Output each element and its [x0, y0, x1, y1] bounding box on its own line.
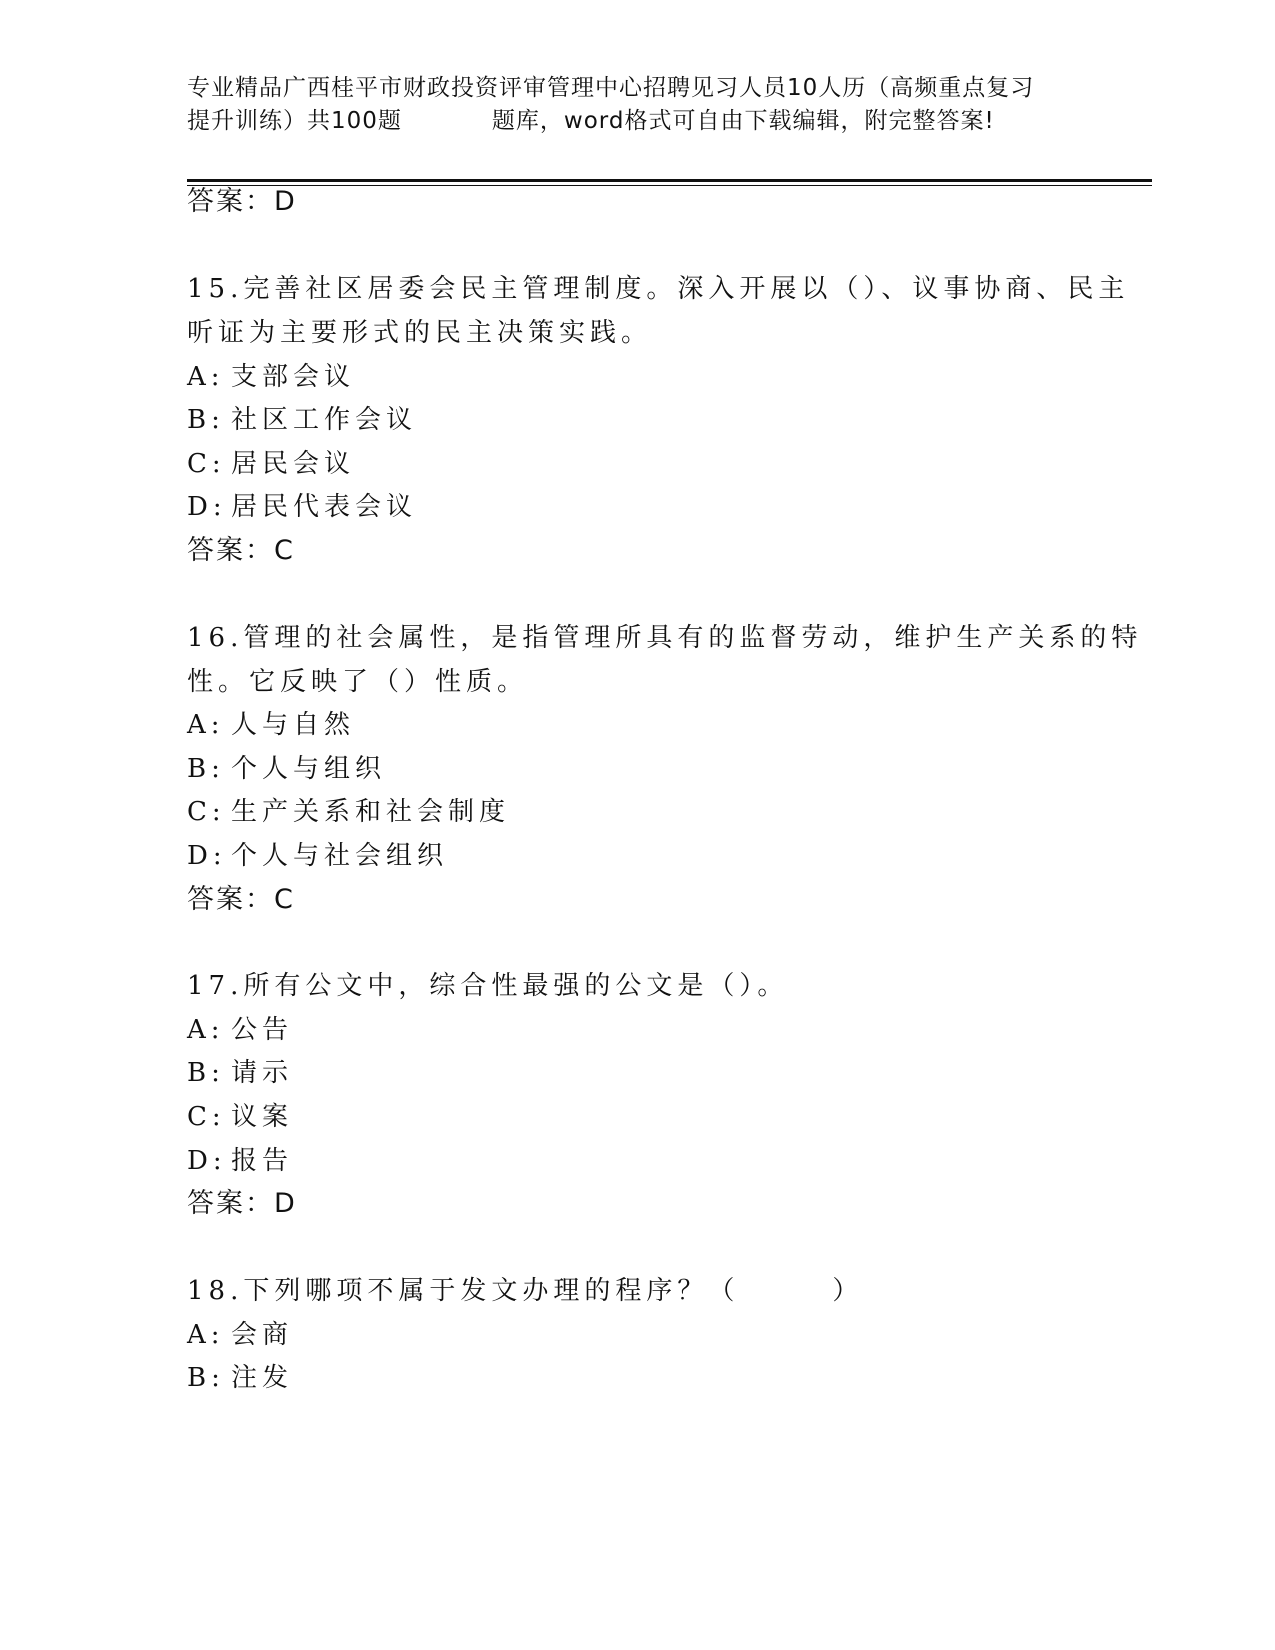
option-letter: D:	[187, 841, 227, 871]
question-15-stem-line-1: 15.完善社区居委会民主管理制度。深入开展以（）、议事协商、民主	[187, 274, 1130, 304]
header-title-line-2	[187, 105, 1087, 138]
question-16-answer	[187, 882, 295, 918]
question-18-option-a	[187, 1317, 293, 1353]
option-letter: B:	[187, 1058, 225, 1088]
option-letter: C:	[187, 797, 226, 827]
option-text: 注发	[231, 1363, 294, 1393]
answer-line	[187, 184, 297, 220]
answer-value: D	[274, 186, 297, 217]
header-title-line-1: 专业精品广西桂平市财政投资评审管理中心招聘见习人员10人历（高频重点复习	[187, 75, 1035, 101]
answer-label: 答案：	[187, 1188, 274, 1219]
question-15-stem-line-2: 听证为主要形式的民主决策实践。	[187, 318, 653, 348]
option-text: 居民代表会议	[231, 492, 418, 522]
option-text: 人与自然	[231, 710, 356, 740]
document-header	[187, 72, 1087, 138]
answer-value: C	[274, 535, 295, 566]
answer-value: D	[274, 1188, 297, 1219]
answer-label: 答案：	[187, 884, 274, 915]
answer-label: 答案：	[187, 535, 274, 566]
option-text: 报告	[231, 1146, 294, 1176]
option-letter: A:	[187, 362, 225, 392]
question-15-option-c	[187, 446, 355, 482]
option-letter: D:	[187, 492, 227, 522]
question-18-option-b	[187, 1360, 293, 1396]
question-16-stem-line-1: 16.管理的社会属性，是指管理所具有的监督劳动，维护生产关系的特	[187, 623, 1143, 653]
option-text: 会商	[231, 1320, 294, 1350]
answer-value: C	[274, 884, 295, 915]
question-17-stem-line-1: 17.所有公文中，综合性最强的公文是（）。	[187, 971, 789, 1001]
option-letter: B:	[187, 1363, 225, 1393]
question-15-option-a	[187, 359, 355, 395]
question-15-answer	[187, 533, 295, 569]
header-divider-thin	[187, 185, 1152, 186]
option-letter: C:	[187, 449, 226, 479]
option-text: 社区工作会议	[231, 405, 418, 435]
question-15-option-d	[187, 489, 417, 525]
question-16-option-a	[187, 707, 355, 743]
option-text: 生产关系和社会制度	[231, 797, 511, 827]
option-letter: D:	[187, 1146, 227, 1176]
question-16-stem-line-2: 性。它反映了（）性质。	[187, 667, 529, 697]
option-letter: A:	[187, 1320, 225, 1350]
option-letter: B:	[187, 405, 225, 435]
question-17-option-a	[187, 1012, 293, 1048]
header-divider-thick	[187, 179, 1152, 182]
question-17-option-c	[187, 1099, 293, 1135]
option-text: 个人与社会组织	[231, 841, 449, 871]
option-letter: B:	[187, 754, 225, 784]
question-17-option-b	[187, 1055, 293, 1091]
answer-label: 答案：	[187, 186, 274, 217]
option-letter: A:	[187, 1015, 225, 1045]
question-16-option-b	[187, 751, 386, 787]
question-17-answer	[187, 1186, 297, 1222]
option-text: 公告	[231, 1015, 294, 1045]
question-16-option-d	[187, 838, 448, 874]
option-text: 居民会议	[231, 449, 356, 479]
header-title-part-left: 提升训练）共100题	[187, 108, 402, 134]
option-letter: A:	[187, 710, 225, 740]
option-text: 请示	[231, 1058, 294, 1088]
option-text: 议案	[231, 1102, 294, 1132]
option-letter: C:	[187, 1102, 226, 1132]
option-text: 个人与组织	[231, 754, 387, 784]
option-text: 支部会议	[231, 362, 356, 392]
question-18-stem-line-1: 18.下列哪项不属于发文办理的程序？（ ）	[187, 1276, 864, 1306]
header-title-part-right: 题库，word格式可自由下载编辑，附完整答案!	[491, 108, 995, 134]
question-17-option-d	[187, 1143, 293, 1179]
question-15-option-b	[187, 402, 417, 438]
question-16-option-c	[187, 794, 510, 830]
